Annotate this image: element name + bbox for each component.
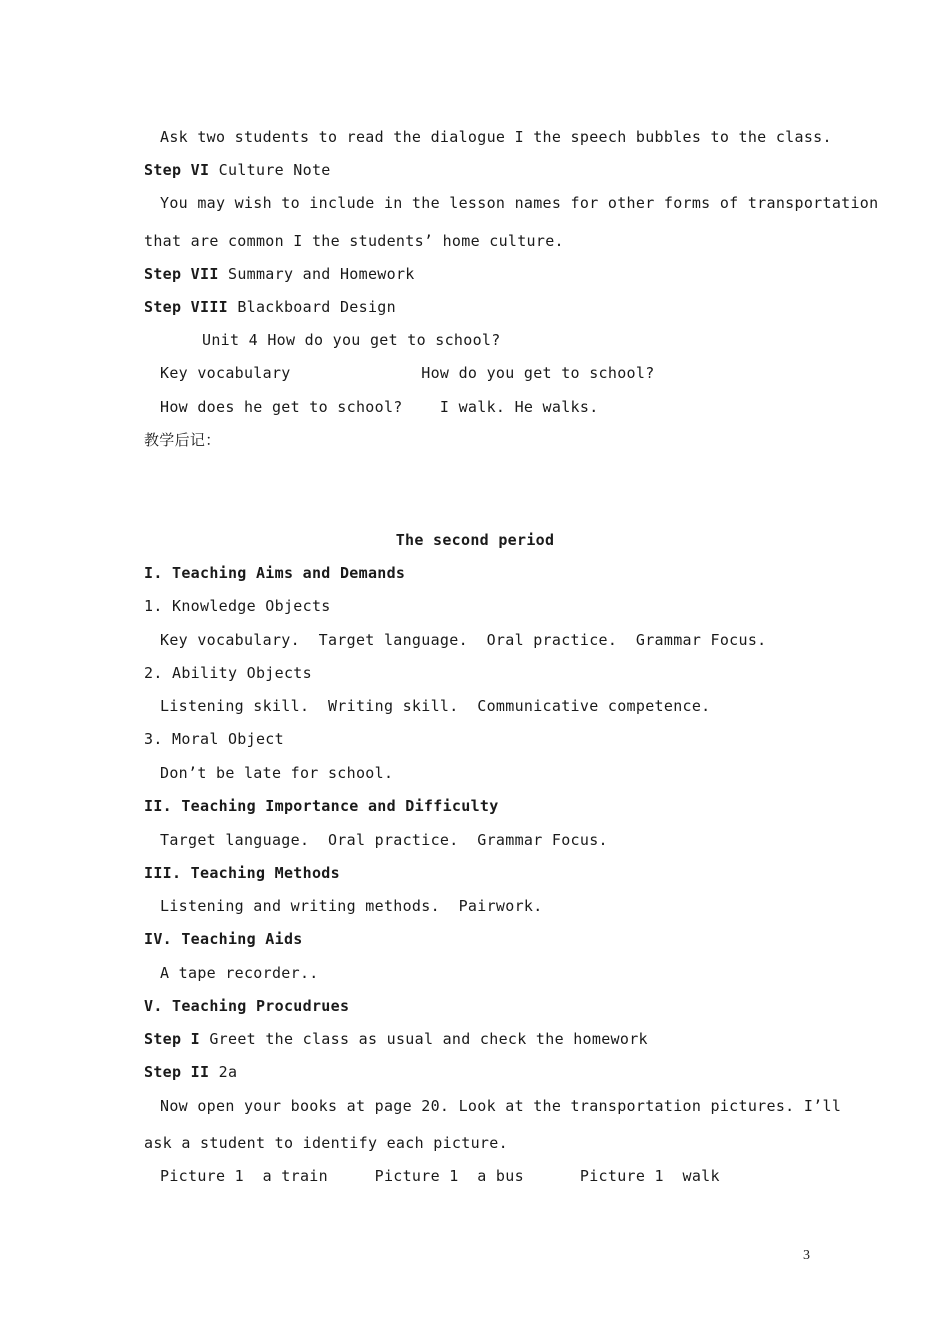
section-heading: IV. Teaching Aids: [144, 930, 303, 948]
text-line: ask a student to identify each picture.: [144, 1134, 508, 1152]
step-label: Step VI: [144, 161, 210, 179]
step-heading: [144, 297, 396, 317]
period-title: The second period: [395, 531, 555, 549]
section-heading: II. Teaching Importance and Difficulty: [144, 797, 499, 815]
page-number: 3: [803, 1248, 810, 1263]
text-line: Key vocabulary. Target language. Oral practice. Grammar Focus.: [160, 631, 767, 649]
step-title: Greet the class as usual and check the homework: [200, 1030, 648, 1048]
blackboard-title: Unit 4 How do you get to school?: [202, 331, 501, 349]
section-heading: V. Teaching Procudrues: [144, 997, 350, 1015]
step-title: 2a: [209, 1063, 238, 1081]
text-line: Ask two students to read the dialogue I the speech bubbles to the class.: [160, 128, 832, 146]
step-label: Step VIII: [144, 298, 228, 316]
step-label: Step II: [144, 1063, 210, 1081]
text-line: You may wish to include in the lesson names for other forms of transportation: [160, 194, 879, 212]
teaching-notes-label: 教学后记：: [144, 431, 221, 449]
subsection-heading: 1. Knowledge Objects: [144, 597, 331, 615]
subsection-heading: 2. Ability Objects: [144, 664, 312, 682]
step-heading: [144, 160, 331, 180]
step-title: Blackboard Design: [227, 298, 396, 316]
step-title: Summary and Homework: [218, 265, 415, 283]
text-line: Don’t be late for school.: [160, 764, 394, 782]
step-label: Step VII: [144, 265, 219, 283]
text-line: that are common I the students’ home culture.: [144, 232, 564, 250]
text-line: Listening and writing methods. Pairwork.: [160, 897, 543, 915]
step-heading: [144, 1062, 237, 1082]
text-line: Target language. Oral practice. Grammar Focus.: [160, 831, 608, 849]
step-heading: [144, 1029, 648, 1049]
step-title: Culture Note: [209, 161, 331, 179]
blackboard-line: Key vocabulary How do you get to school?: [160, 364, 655, 382]
subsection-heading: 3. Moral Object: [144, 730, 284, 748]
text-line: Picture 1 a train Picture 1 a bus Picture 1 walk: [160, 1167, 720, 1185]
text-line: A tape recorder..: [160, 964, 319, 982]
step-heading: [144, 264, 415, 284]
section-heading: III. Teaching Methods: [144, 864, 340, 882]
section-heading: I. Teaching Aims and Demands: [144, 564, 406, 582]
step-label: Step I: [144, 1030, 200, 1048]
text-line: Now open your books at page 20. Look at the transportation pictures. I’ll: [160, 1097, 842, 1115]
text-line: Listening skill. Writing skill. Communicative competence.: [160, 697, 711, 715]
blackboard-line: How does he get to school? I walk. He walks.: [160, 398, 599, 416]
